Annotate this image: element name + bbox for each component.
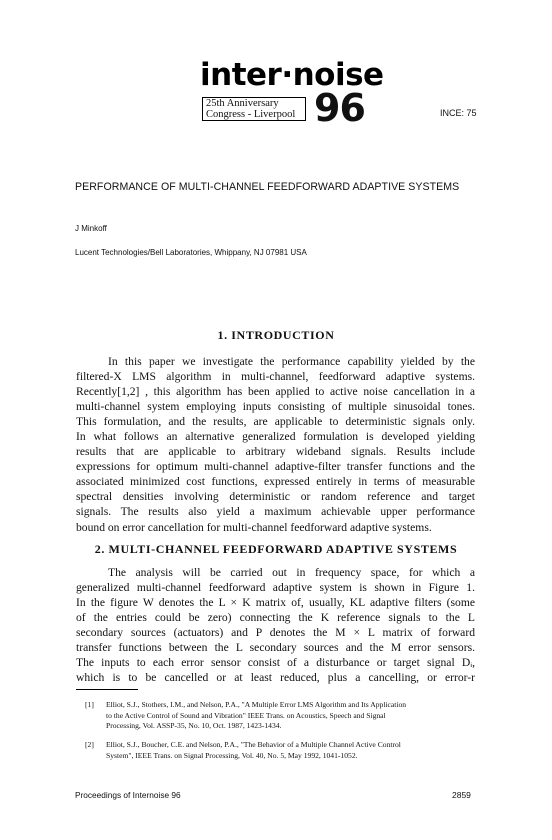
body-line: signals. The results also yield a maximum achievable upper performance	[76, 505, 475, 519]
introduction-paragraph	[76, 354, 475, 535]
logo-box-line1: 25th Anniversary	[206, 98, 279, 109]
footnote-line: to the Active Control of Sound and Vibration" IEEE Trans. on Acoustics, Speech and Signal	[106, 710, 386, 720]
ince-code: INCE: 75	[440, 108, 477, 118]
body-line: This formulation, and the results, are applicable to deterministic signals only.	[76, 415, 475, 429]
body-line: filtered-X LMS algorithm in multi-channel, feedforward adaptive systems.	[76, 370, 475, 384]
body-line: spectral densities involving deterministic or random reference and target	[76, 490, 475, 504]
body-line: secondary sources (actuators) and P denotes the M × L matrix of forward	[76, 626, 475, 640]
conference-logo-year: 96	[314, 86, 365, 130]
body-line: transfer functions between the L secondary sources and the M error sensors.	[76, 641, 475, 655]
footnote-line: System", IEEE Trans. on Signal Processing, Vol. 40, No. 5, May 1992, 1041-1052.	[106, 750, 358, 760]
section-heading-introduction: 1. INTRODUCTION	[217, 328, 335, 342]
paper-title: PERFORMANCE OF MULTI-CHANNEL FEEDFORWARD ADAPTIVE SYSTEMS	[75, 181, 460, 193]
body-line: In the figure W denotes the L × K matrix of, usually, KL adaptive filters (some	[76, 596, 475, 610]
footnote-1	[76, 700, 476, 732]
proceedings-footer: Proceedings of Internoise 96	[75, 790, 181, 800]
body-line: which is to be cancelled or at least reduced, plus a cancelling, or error-r	[76, 671, 475, 685]
conference-logo-box	[202, 97, 306, 121]
footnote-line: Elliot, S.J., Stothers, I.M., and Nelson, P.A., "A Multiple Error LMS Algorithm and Its Application	[106, 700, 407, 709]
footnote-line: Elliot, S.J., Boucher, C.E. and Nelson, P.A., "The Behavior of a Multiple Channel Active Control	[106, 740, 401, 749]
multichannel-paragraph	[76, 565, 475, 685]
body-line: In what follows an alternative generalized formulation is developed yielding	[76, 430, 475, 444]
page-number: 2859	[452, 790, 471, 800]
body-line: of the entries could be zero) connecting the K reference signals to the L	[76, 611, 475, 625]
body-line: results that are applicable to arbitrary wideband signals. Results include	[76, 445, 475, 459]
body-line: generalized multi-channel feedforward adaptive system is shown in Figure 1.	[76, 581, 475, 595]
body-line: The inputs to each error sensor consist of a disturbance or target signal Dᵢ,	[76, 656, 475, 670]
body-line: In this paper we investigate the performance capability yielded by the	[108, 355, 475, 368]
body-line: Recently[1,2] , this algorithm has been applied to active noise cancellation in a	[76, 385, 475, 399]
conference-logo-wordmark: inter·noise	[200, 57, 384, 93]
body-line: associated minimized cost functions, expressed entirely in terms of measurable	[76, 475, 475, 489]
footnote-number: [2]	[85, 740, 94, 749]
footnote-line: Processing, Vol. ASSP-35, No. 10, Oct. 1987, 1423-1434.	[106, 721, 282, 730]
body-line: multi-channel system employing inputs consisting of multiple sinusoidal tones.	[76, 400, 475, 414]
footnote-2	[76, 740, 476, 761]
footnote-rule	[76, 689, 138, 690]
body-line: expressions for optimum multi-channel adaptive-filter transfer functions and the	[76, 460, 475, 474]
body-line: The analysis will be carried out in frequency space, for which a	[108, 566, 475, 579]
section-heading-multichannel: 2. MULTI-CHANNEL FEEDFORWARD ADAPTIVE SYSTEMS	[94, 542, 458, 556]
affiliation: Lucent Technologies/Bell Laboratories, Whippany, NJ 07981 USA	[75, 248, 307, 257]
logo-box-line2: Congress - Liverpool	[206, 108, 296, 120]
author: J Minkoff	[75, 224, 107, 233]
body-line: bound on error cancellation for multi-channel feedforward adaptive systems.	[76, 520, 432, 534]
footnote-number: [1]	[85, 700, 94, 709]
